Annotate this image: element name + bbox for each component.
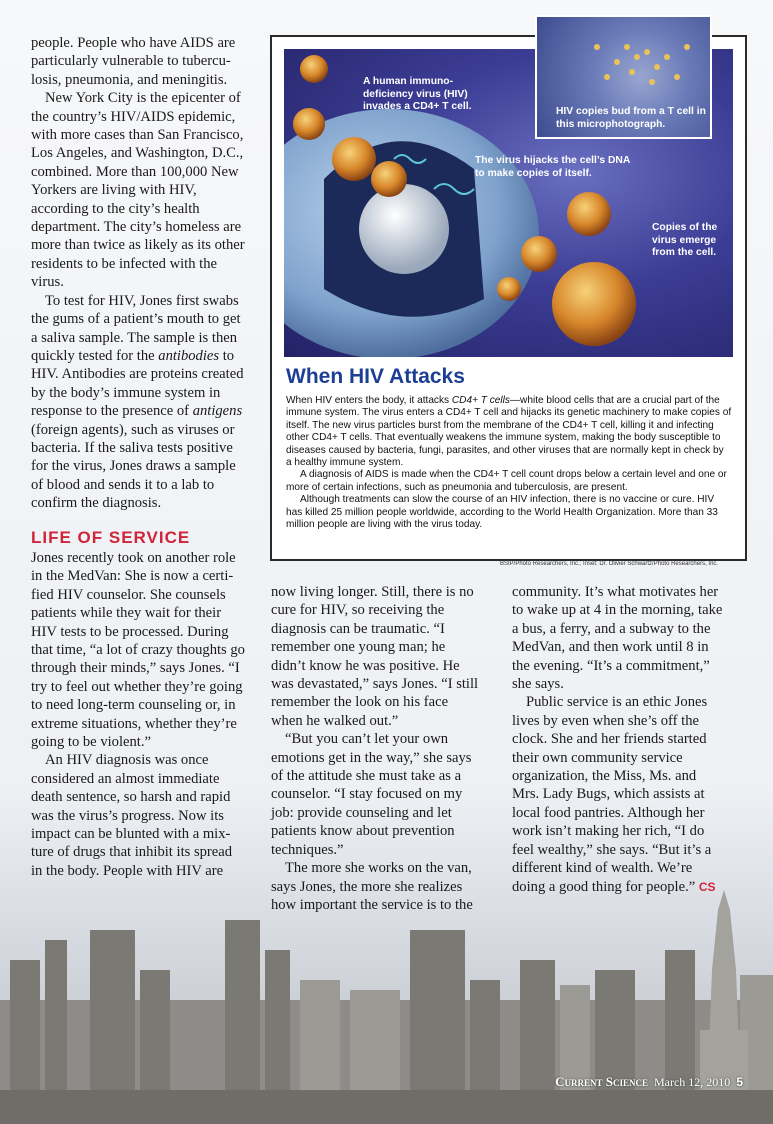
sidebar-paragraph: Although treatments can slow the course of an HIV infection, there is no vaccine or cure. HIV has killed 25 million people worldwide, according to the World Health Organization. More than 33 million people are living with the virus today. xyxy=(286,494,718,531)
page-number: 5 xyxy=(736,1075,743,1089)
column-1 xyxy=(31,34,245,880)
paragraph: To test for HIV, Jones first swabs the gums of a patient’s mouth to get a saliva sample. The sample is then quickly tested for the antibodies to HIV. Antibodies are proteins created by the body’s immune system in response to the presence of antigens (foreign agents), such as viruses or bacteria. If the saliva tests positive for the virus, Jones draws a sample of blood and sends it to a lab to confirm the diagnosis. xyxy=(31,292,244,512)
sidebar-title: When HIV Attacks xyxy=(286,365,465,388)
paragraph: community. It’s what motivates her to wake up at 4 in the morning, take a bus, a ferry, and a subway to the MedVan, and then work until 8 in the evening. “It’s a commitment,” she says. xyxy=(512,584,723,693)
column-2 xyxy=(271,583,483,914)
paragraph: New York City is the epicenter of the country’s HIV/AIDS epidemic, with more cases than San Francisco, Los Angeles, and Washington, D.C., combined. More than 100,000 New Yorkers are living with HIV, according to the city’s health department. The city’s homeless are more than twice as likely as its other residents to be infected with the virus. xyxy=(31,90,245,291)
paragraph: Public service is an ethic Jones lives by even when she’s off the clock. She and her friends started their own community service organization, the Miss, Ms. and Mrs. Lady Bugs, which assists at local food pantries. Although her work isn’t making her rich, “I do feel wealthy,” she says. “But it’s a different kind of wealth. We’re doing a good thing for people.” CS xyxy=(512,694,716,895)
paragraph: people. People who have AIDS are particularly vulnerable to tubercu-losis, pneumonia, and meningitis. xyxy=(31,35,236,88)
paragraph: Jones recently took on another role in the MedVan: She is now a certi-fied HIV counselor. She counsels patients while they wait for their HIV tests to be processed. During that time, “a lot of crazy thoughts go through their minds,” says Jones. “I try to feel out whether they’re going to need long-term counseling or, in extreme situations, whether they’re going to be violent.” xyxy=(31,549,245,751)
end-mark: CS xyxy=(698,879,716,894)
label-emerge: Copies of the virus emerge from the cell. xyxy=(652,222,718,258)
magazine-brand: Current Science xyxy=(555,1074,648,1089)
paragraph: “But you can’t let your own emotions get in the way,” she says of the attitude she must take as a counselor. “I stay focused on my job: provide counseling and let patients know about prevention techniques.” xyxy=(271,731,472,858)
sidebar-paragraph: When HIV enters the body, it attacks CD4+ T cells—white blood cells that are a crucial part of the immune system. The virus enters a CD4+ T cell and hijacks its genetic machinery to make copies of itself. The new virus particles burst from the membrane of the CD4+ T cell, killing it and infecting other CD4+ T cells. That eventually weakens the immune system, making the body susceptible to diseases caused by bacteria, fungi, parasites, and other viruses that are normally kept in check by a healthy immune system. xyxy=(286,395,732,469)
photo-credit: BSIP/Photo Researchers, Inc.; Inset: Dr. Olivier Schwartz/Photo Researchers, Inc. xyxy=(500,561,719,567)
page-footer xyxy=(555,1074,743,1090)
issue-date: March 12, 2010 xyxy=(653,1075,731,1089)
label-hijack: The virus hijacks the cell’s DNA to make copies of itself. xyxy=(475,155,630,179)
section-heading: LIFE OF SERVICE xyxy=(31,527,191,547)
paragraph: An HIV diagnosis was once considered an almost immediate death sentence, so harsh and rapid was the virus’s progress. Now its impact can be blunted with a mix-ture of drugs that inhibit its spread in the body. People with HIV are xyxy=(31,752,233,879)
label-invade: A human immuno-deficiency virus (HIV) invades a CD4+ T cell. xyxy=(363,76,472,112)
paragraph: now living longer. Still, there is no cure for HIV, so receiving the diagnosis can be traumatic. “I remember one young man; he didn’t know he was positive. He was devastated,” says Jones. “I still remember the look on his face when he walked out.” xyxy=(271,584,479,729)
label-bud: HIV copies bud from a T cell in this microphotograph. xyxy=(556,106,706,130)
paragraph: The more she works on the van, says Jones, the more she realizes how important the service is to the xyxy=(271,860,473,913)
sidebar-body xyxy=(286,395,732,531)
sidebar-paragraph: A diagnosis of AIDS is made when the CD4+ T cell count drops below a certain level and one or more of certain infections, such as pneumonia and tuberculosis, are present. xyxy=(286,469,727,493)
column-3 xyxy=(512,583,726,896)
